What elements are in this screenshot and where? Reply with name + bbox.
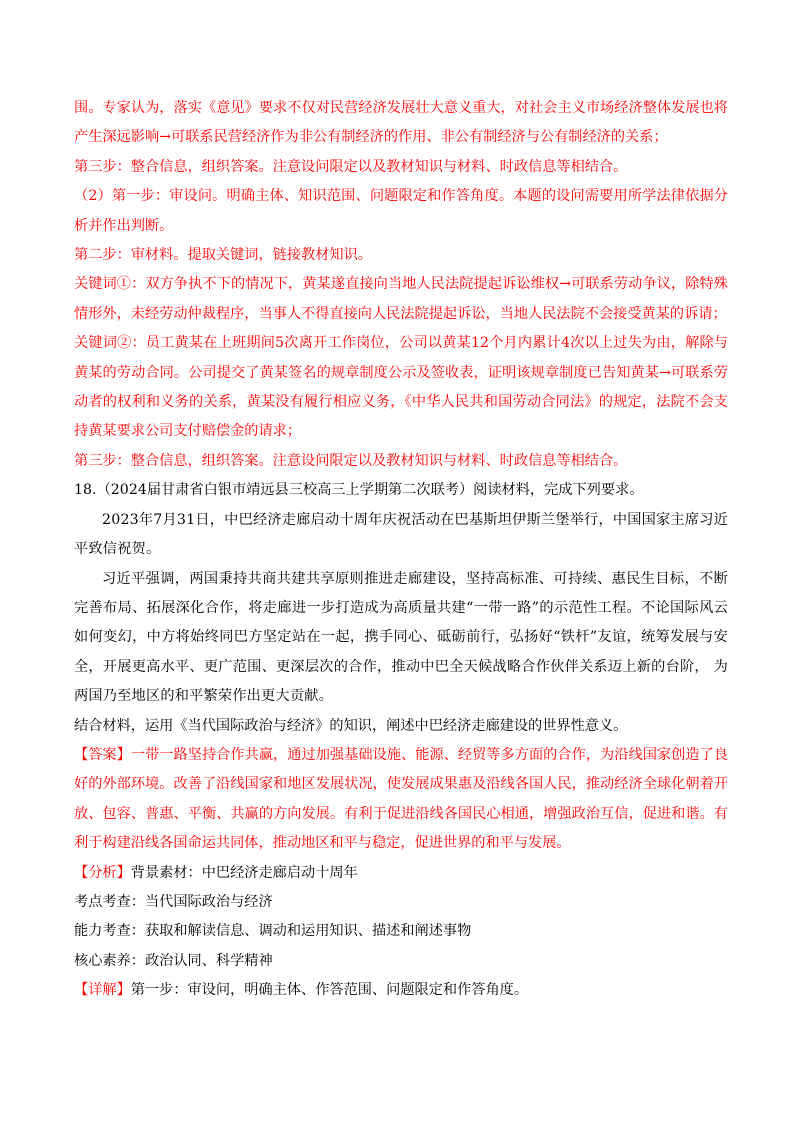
prev-q2-step3: 第三步：整合信息，组织答案。注意设问限定以及教材知识与材料、时政信息等相结合。 [74,452,628,469]
prev-keyword-2: 关键词②：员工黄某在上班期间5次离开工作岗位，公司以黄某12个月内累计4次以上过失为由，解除与黄某的劳动合同。公司提交了黄某签名的规章制度公示及签收表，证明该规章制度已告知黄某→可联系劳动者的权利和义务的关系，黄某没有履行相应义务，《中华人民共和国劳动合同法》的规定，法院不会支持黄某要求公司支付赔偿金的请求； [74,335,728,440]
prev-keyword-1: 关键词①：双方争执不下的情况下，黄某遂直接向当地人民法院提起诉讼维权→可联系劳动争议，除特殊情形外，未经劳动仲裁程序，当事人不得直接向人民法院提起诉讼，当地人民法院不会接受黄某的诉请； [74,276,728,322]
question-header [74,476,728,505]
prev-step3: 第三步：整合信息，组织答案。注意设问限定以及教材知识与材料、时政信息等相结合。 [74,158,628,175]
detail-block [74,976,728,1005]
detail-label: 【详解】 [74,982,131,999]
question-source: （2024届甘肃省白银市靖远县三校高三上学期第二次联考）阅读材料，完成下列要求。 [96,482,644,499]
prev-paragraph-1: 围。专家认为，落实《意见》要求不仅对民营经济发展壮大意义重大，对社会主义市场经济整体发展也将产生深远影响→可联系民营经济作为非公有制经济的作用、非公有制经济与公有制经济的关系； [74,100,728,146]
prev-q2-step2: 第二步：审材料。提取关键词，链接教材知识。 [74,247,372,264]
material-paragraph-2: 习近平强调，两国秉持共商共建共享原则推进走廊建设，坚持高标准、可持续、惠民生目标，不断完善布局、拓展深化合作，将走廊进一步打造成为高质量共建“一带一路”的示范性工程。不论国际风云如何变幻，中方将始终同巴方坚定站在一起，携手同心、砥砺前行，弘扬好“铁杆”友谊，统筹发展与安全，开展更高水平、更广范围、更深层次的合作，推动中巴全天候战略合作伙伴关系迈上新的台阶， 为两国乃至地区的和平繁荣作出更大贡献。 [74,570,728,705]
answer-label: 【答案】 [74,746,131,763]
analysis-points: 考点考查：当代国际政治与经济 [74,893,273,910]
document-page [74,94,728,1006]
prev-q2-step1: （2）第一步：审设问。明确主体、知识范围、问题限定和作答角度。本题的设问需要用所学法律依据分析并作出判断。 [74,188,728,234]
question-number: 18. [74,482,97,499]
question-prompt: 结合材料，运用《当代国际政治与经济》的知识，阐述中巴经济走廊建设的世界性意义。 [74,717,628,734]
analysis-block [74,859,728,888]
analysis-literacy: 核心素养：政治认同、科学精神 [74,952,273,969]
detail-text: 第一步：审设问，明确主体、作答范围、问题限定和作答角度。 [130,982,529,999]
answer-block [74,741,728,859]
answer-text: 一带一路坚持合作共赢，通过加强基础设施、能源、经贸等多方面的合作，为沿线国家创造了良好的外部环境。改善了沿线国家和地区发展状况，使发展成果惠及沿线各国人民，推动经济全球化朝着开放、包容、普惠、平衡、共赢的方向发展。有利于促进沿线各国民心相通，增强政治互信，促进和谐。有利于构建沿线各国命运共同体，推动地区和平与稳定，促进世界的和平与发展。 [74,746,728,852]
analysis-background: 背景素材：中巴经济走廊启动十周年 [130,864,358,881]
analysis-label: 【分析】 [74,864,131,881]
analysis-ability: 能力考查：获取和解读信息、调动和运用知识、描述和阐述事物 [74,923,472,940]
material-paragraph-1: 2023年7月31日，中巴经济走廊启动十周年庆祝活动在巴基斯坦伊斯兰堡举行，中国国家主席习近平致信祝贺。 [74,511,728,558]
